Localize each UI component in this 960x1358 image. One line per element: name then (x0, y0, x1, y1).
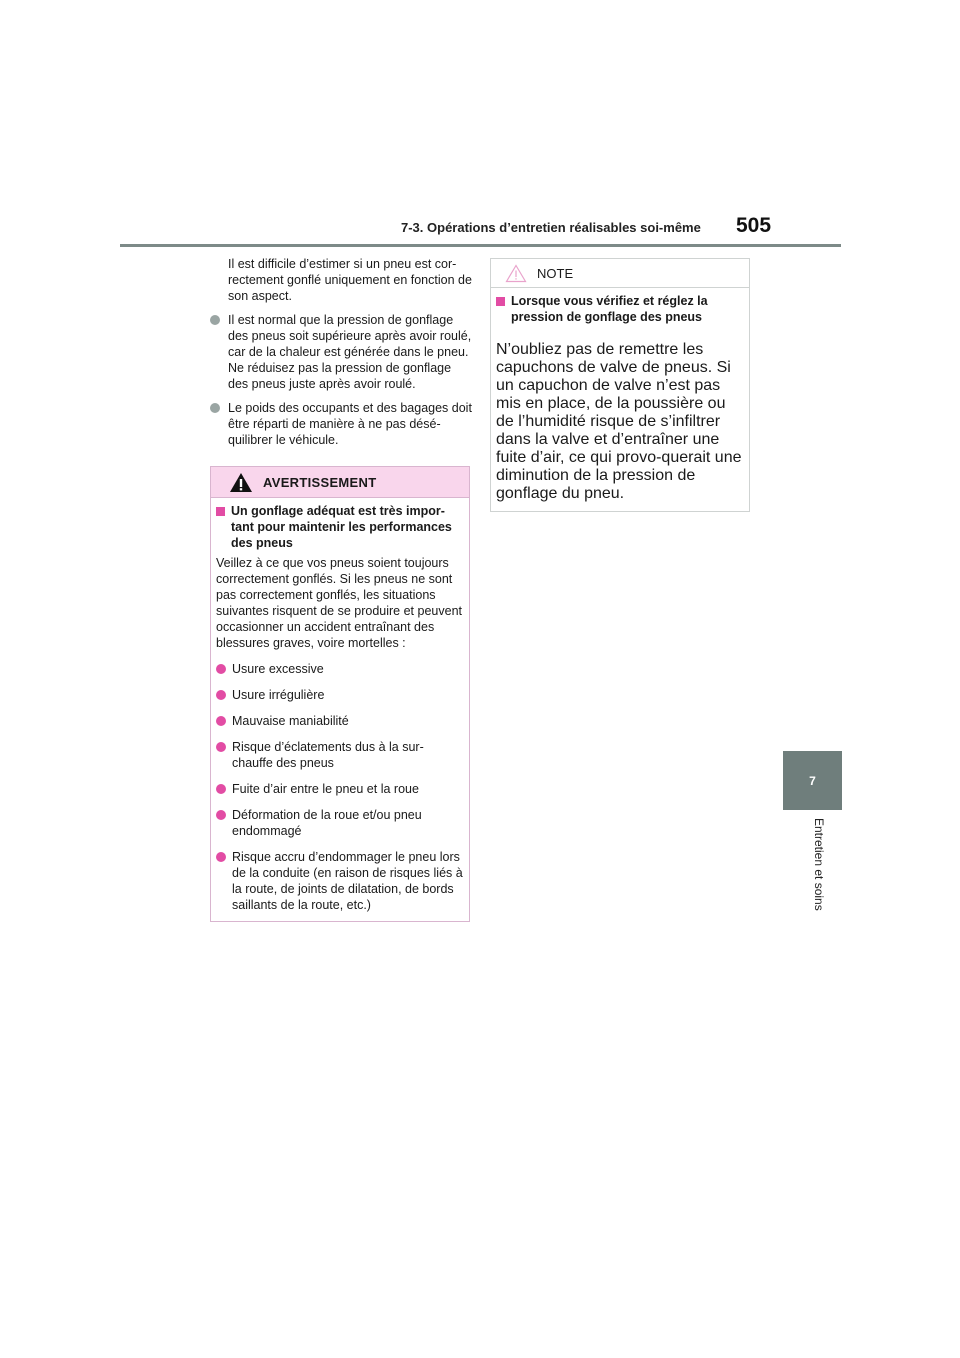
list-item (216, 687, 463, 703)
bullet-icon (216, 810, 226, 820)
list-item-text: Usure excessive (232, 662, 324, 676)
bullet-icon (210, 315, 220, 325)
warning-header (211, 467, 469, 498)
warning-box (210, 466, 470, 922)
page-number: 505 (736, 214, 772, 237)
warning-paragraph: Veillez à ce que vos pneus soient toujours correctement gonflés. Si les pneus ne sont pas correctement gonflés, les situations suivantes risquent de se produire et peuvent occasionner un accident entraînant des blessures graves, voire mortelles : (216, 556, 462, 650)
list-item-text: Fuite d’air entre le pneu et la roue (232, 782, 419, 796)
note-box (490, 258, 750, 512)
bullet-icon (216, 664, 226, 674)
list-item (210, 400, 472, 448)
list-item (216, 849, 463, 913)
bullet-icon (216, 852, 226, 862)
chapter-number: 7 (809, 773, 816, 788)
note-label: NOTE (537, 265, 574, 281)
note-paragraph: N’oubliez pas de remettre les capuchons de valve de pneus. Si un capuchon de valve n’est pas mis en place, de la poussière ou de l’humidité risque de s’infiltrer dans la valve et d’entraîner une fuite d’air, ce qui provo-querait une diminution de la pression de gonflage du pneu. (496, 341, 742, 502)
note-body (491, 288, 749, 511)
list-item (210, 312, 472, 392)
list-item (216, 807, 463, 839)
warning-triangle-icon (229, 472, 253, 493)
square-bullet-icon (496, 297, 505, 306)
right-column (490, 258, 750, 512)
caution-triangle-outline-icon (505, 264, 527, 283)
bullet-icon (216, 690, 226, 700)
intro-continuation: Il est difficile d’estimer si un pneu est cor-rectement gonflé uniquement en fonction de son aspect. (228, 257, 472, 303)
list-item-text: Déformation de la roue et/ou pneu endommagé (232, 808, 422, 838)
bullet-icon (210, 403, 220, 413)
warning-body (211, 498, 469, 921)
warning-label: AVERTISSEMENT (263, 474, 377, 490)
list-item-text: Risque d’éclatements dus à la sur-chauffe des pneus (232, 740, 424, 770)
bullet-icon (216, 742, 226, 752)
warning-heading-text: Un gonflage adéquat est très impor-tant pour maintenir les performances des pneus (231, 504, 452, 550)
list-item-text: Usure irrégulière (232, 688, 325, 702)
list-item-text: Risque accru d’endommager le pneu lors de la conduite (en raison de risques liés à la route, de joints de dilatation, de bords saillants de la route, etc.) (232, 850, 463, 912)
note-header (491, 259, 749, 288)
list-item-text: Le poids des occupants et des bagages doit être réparti de manière à ne pas désé-quilibrer le véhicule. (228, 401, 472, 447)
header-rule (120, 244, 841, 247)
chapter-label: Entretien et soins (812, 818, 826, 911)
note-heading-text: Lorsque vous vérifiez et réglez la pression de gonflage des pneus (511, 294, 708, 324)
note-heading (496, 293, 743, 325)
bullet-icon (216, 716, 226, 726)
warning-heading (216, 503, 463, 551)
list-item-text: Mauvaise maniabilité (232, 714, 349, 728)
list-item (216, 739, 463, 771)
list-item (216, 781, 463, 797)
chapter-tab[interactable] (783, 751, 842, 810)
left-column (210, 256, 472, 922)
list-item-text: Il est normal que la pression de gonflage des pneus soit supérieure après avoir roulé, car de la chaleur est générée dans le pneu. Ne réduisez pas la pression de gonflage des pneus juste après avoir roulé. (228, 313, 472, 391)
list-item (216, 661, 463, 677)
square-bullet-icon (216, 507, 225, 516)
bullet-icon (216, 784, 226, 794)
list-item (216, 713, 463, 729)
section-title: 7-3. Opérations d’entretien réalisables soi-même (401, 220, 701, 235)
